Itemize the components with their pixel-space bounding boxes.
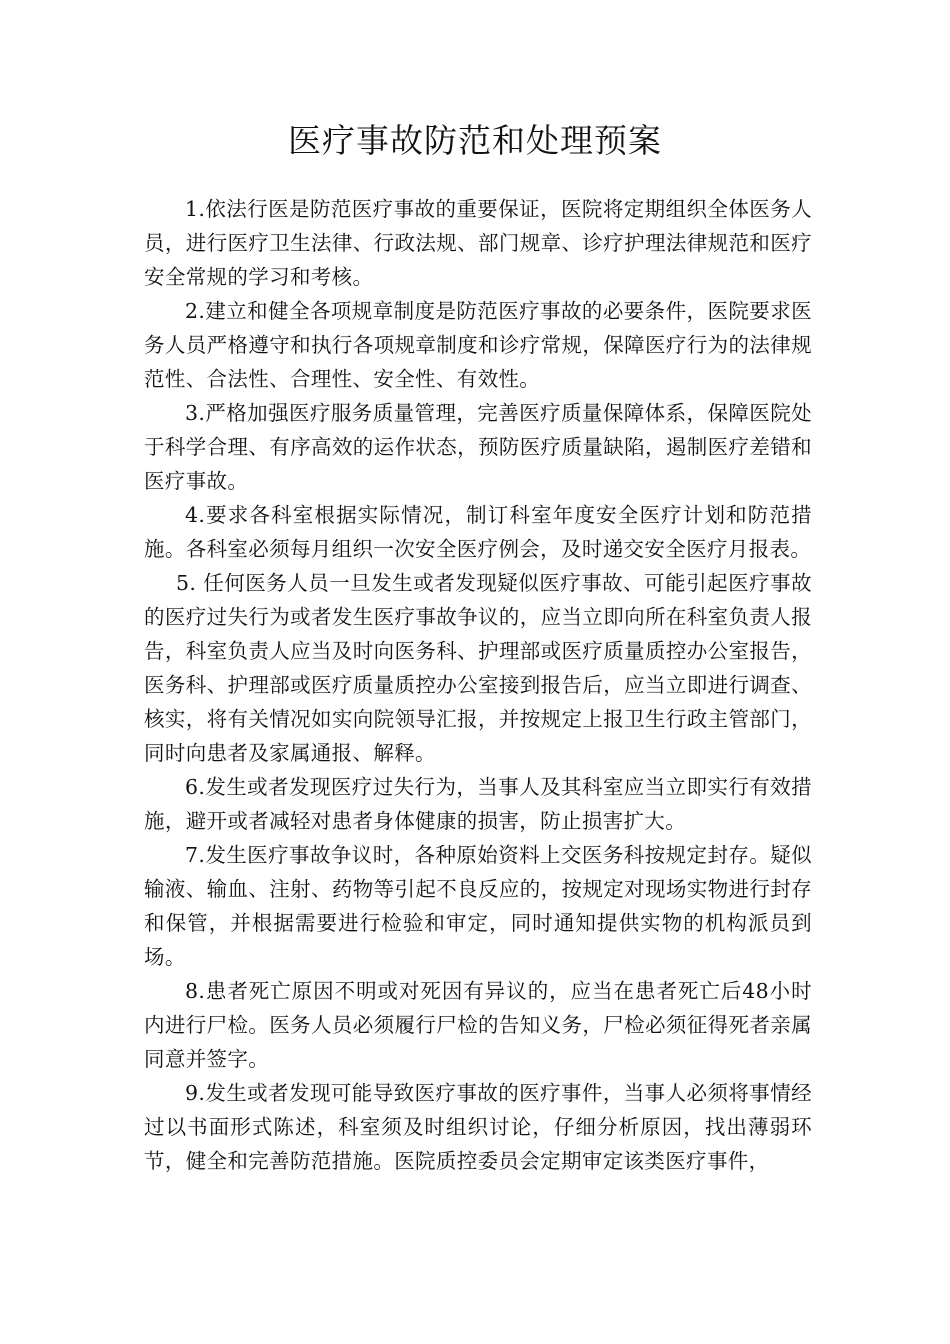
- paragraph-7: 7.发生医疗事故争议时，各种原始资料上交医务科按规定封存。疑似输液、输血、注射、药物等引起不良反应的，按规定对现场实物进行封存和保管，并根据需要进行检验和审定，同时通知提供实物的机构派员到场。: [144, 843, 812, 969]
- paragraph-3: 3.严格加强医疗服务质量管理，完善医疗质量保障体系，保障医院处于科学合理、有序高效的运作状态，预防医疗质量缺陷，遏制医疗差错和医疗事故。: [144, 401, 812, 493]
- paragraph-8: 8.患者死亡原因不明或对死因有异议的，应当在患者死亡后48小时内进行尸检。医务人员必须履行尸检的告知义务，尸检必须征得死者亲属同意并签字。: [144, 979, 812, 1071]
- page-title: 医疗事故防范和处理预案: [288, 121, 662, 160]
- paragraph-4: 4.要求各科室根据实际情况，制订科室年度安全医疗计划和防范措施。各科室必须每月组织一次安全医疗例会，及时递交安全医疗月报表。: [144, 503, 812, 561]
- paragraph-5: 5. 任何医务人员一旦发生或者发现疑似医疗事故、可能引起医疗事故的医疗过失行为或者发生医疗事故争议的，应当立即向所在科室负责人报告，科室负责人应当及时向医务科、护理部或医疗质量质控办公室报告，医务科、护理部或医疗质量质控办公室接到报告后，应当立即进行调查、核实，将有关情况如实向院领导汇报，并按规定上报卫生行政主管部门，同时向患者及家属通报、解释。: [144, 571, 812, 765]
- document-body: [144, 192, 812, 1178]
- paragraph-9: 9.发生或者发现可能导致医疗事故的医疗事件，当事人必须将事情经过以书面形式陈述，科室须及时组织讨论，仔细分析原因，找出薄弱环节，健全和完善防范措施。医院质控委员会定期审定该类医疗事件，: [144, 1081, 812, 1173]
- paragraph-2: 2.建立和健全各项规章制度是防范医疗事故的必要条件，医院要求医务人员严格遵守和执行各项规章制度和诊疗常规，保障医疗行为的法律规范性、合法性、合理性、安全性、有效性。: [144, 299, 812, 391]
- paragraph-1: 1.依法行医是防范医疗事故的重要保证，医院将定期组织全体医务人员，进行医疗卫生法律、行政法规、部门规章、诊疗护理法律规范和医疗安全常规的学习和考核。: [144, 197, 812, 289]
- paragraph-6: 6.发生或者发现医疗过失行为，当事人及其科室应当立即实行有效措施，避开或者减轻对患者身体健康的损害，防止损害扩大。: [144, 775, 812, 833]
